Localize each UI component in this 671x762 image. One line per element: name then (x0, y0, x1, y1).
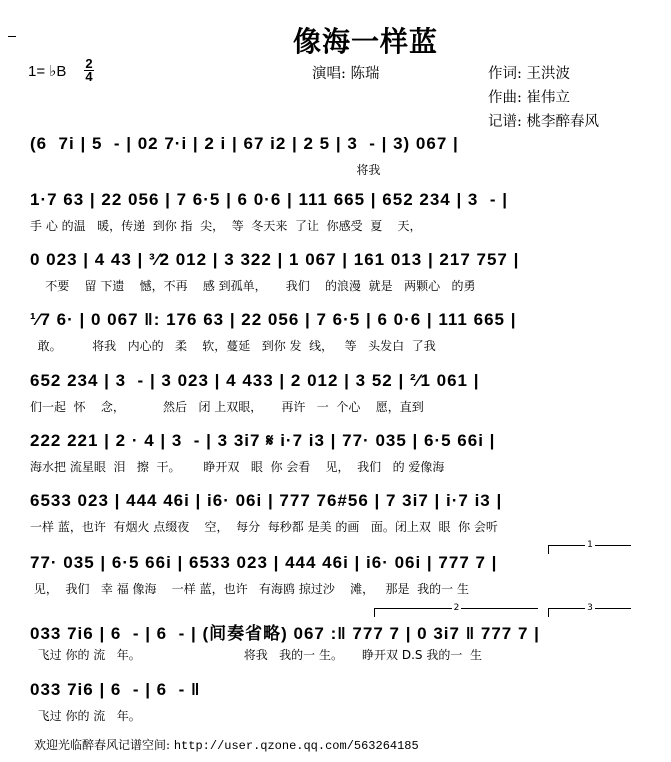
score-row-1 (30, 134, 640, 184)
score-row-8 (30, 553, 640, 603)
footer-url[interactable]: http://user.qzone.qq.com/563264185 (173, 739, 419, 753)
score-row-3 (30, 250, 640, 300)
volta-bracket-2: 2 (374, 608, 538, 617)
lyrics: 飞过 你的 流 年。 (30, 709, 141, 723)
notation: 033 7i6 | 6 - | 6 - ‖ (30, 680, 201, 699)
key-signature: 1= ♭B (28, 63, 67, 80)
score-row-9 (30, 619, 640, 669)
song-title: 像海一样蓝 (292, 25, 438, 58)
footer-text: 欢迎光临醉春风记谱空间: (34, 738, 174, 752)
time-signature-top: 2 (85, 56, 93, 71)
footer (34, 736, 419, 753)
lyrics: 们一起 怀 念， 然后 闭 上双眼， 再许 一 个心 愿，直到 (30, 400, 424, 414)
notation: 1·7 63 | 22 056 | 7 6·5 | 6 0·6 | 111 665 | 652 234 | 3 - | (30, 190, 508, 209)
notation: 77· 035 | 6·5 66i | 6533 023 | 444 46i | i6· 06i | 777 7 | (30, 553, 498, 572)
lyrics: 见， 我们 幸 福 像海 一样 蓝，也许 有海鸥 掠过沙 滩， 那是 我的一 生 (30, 582, 469, 596)
score-row-5 (30, 371, 640, 421)
notation: 222 221 | 2 · 4 | 3 - | 3 3i7 𝄋 i·7 i3 | 77· 035 | 6·5 66i | (30, 431, 496, 450)
lyricist-credit: 作词: 王洪波 (488, 66, 570, 82)
singer-credit: 演唱: 陈瑞 (312, 66, 380, 82)
volta-bracket-1: 1 (548, 545, 631, 554)
notation: 6533 023 | 444 46i | i6· 06i | 777 76#56 | 7 3i7 | i·7 i3 | (30, 491, 503, 510)
volta-bracket-3: 3 (548, 608, 631, 617)
lyrics: 海水把 流星眼 泪 擦 干。 睁开双 眼 你 会看 见， 我们 的 爱像海 (30, 460, 445, 474)
lyrics: 飞过 你的 流 年。 将我 我的一 生。 睁开双 D.S 我的一 生 (30, 648, 482, 662)
notation: (6 7i | 5 - | 02 7·i | 2 i | 67 i2 | 2 5 | 3 - | 3) 067 | (30, 134, 459, 153)
lyrics: 将我 (36, 163, 381, 177)
score-row-10 (30, 680, 640, 730)
score-row-2 (30, 190, 640, 240)
notation: 033 7i6 | 6 - | 6 - | (间奏省略) 067 :‖ 777 7 | 0 3i7 ‖ 777 7 | (30, 624, 540, 643)
score-row-7 (30, 491, 640, 541)
time-signature-bottom: 4 (85, 69, 93, 84)
notation: ¹⁄7 6· | 0 067 ‖: 176 63 | 22 056 | 7 6·5 | 6 0·6 | 111 665 | (30, 310, 517, 329)
notation: 0 023 | 4 43 | ³⁄2 012 | 3 322 | 1 067 | 161 013 | 217 757 | (30, 250, 520, 269)
score-row-4 (30, 310, 640, 360)
notation: 652 234 | 3 - | 3 023 | 4 433 | 2 012 | 3 52 | ²⁄1 061 | (30, 371, 480, 390)
lyrics: 手 心 的温 暖，传递 到你 指 尖， 等 冬天来 了让 你感受 夏 天， (30, 219, 422, 233)
lyrics: 一样 蓝，也许 有烟火 点缀夜 空， 每分 每秒都 是美 的画 面。闭上双 眼 你 会听 (30, 520, 498, 534)
composer-credit: 作曲: 崔伟立 (488, 90, 570, 106)
lyrics: 敢。 将我 内心的 柔 软，蔓延 到你 发 线， 等 头发白 了我 (30, 339, 436, 353)
transcriber-credit: 记谱: 桃李醉春风 (488, 114, 599, 130)
lyrics: 不要 留 下遗 憾，不再 感 到孤单， 我们 的浪漫 就是 两颗心 的勇 (30, 279, 476, 293)
score-row-6 (30, 431, 640, 481)
time-signature (84, 58, 94, 83)
